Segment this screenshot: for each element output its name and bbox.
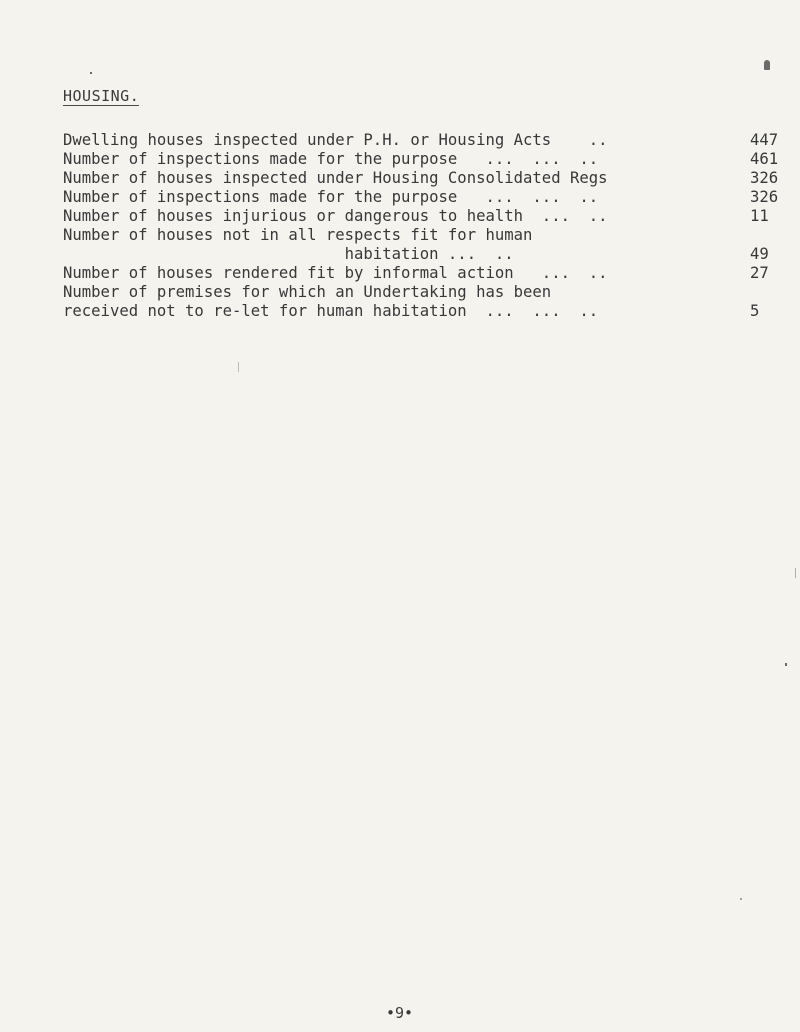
row-not-fit-value-2: 49	[750, 245, 769, 263]
row-not-fit-text: Number of houses not in all respects fit for human	[63, 226, 533, 244]
row-rendered-fit-value: 27	[750, 264, 769, 282]
row-dwelling-houses-inspected-value: 447	[750, 131, 779, 149]
row-injurious-houses-text: Number of houses injurious or dangerous to health ... ..	[63, 207, 617, 225]
scan-speck	[764, 60, 770, 70]
page-number: •9•	[386, 1004, 414, 1022]
row-injurious-houses-value: 11	[750, 207, 769, 225]
scan-speck	[795, 568, 796, 578]
row-inspections-made-regs-text: Number of inspections made for the purpose ... ... ..	[63, 188, 608, 206]
row-undertaking-continuation-text: received not to re-let for human habitation ... ... ..	[63, 302, 608, 320]
section-heading: HOUSING.	[63, 87, 140, 105]
row-dwelling-houses-inspected-text: Dwelling houses inspected under P.H. or Housing Acts ..	[63, 131, 617, 149]
scan-speck	[90, 72, 92, 74]
row-houses-inspected-regs-text: Number of houses inspected under Housing Consolidated Regs	[63, 169, 617, 187]
row-houses-inspected-regs-value: 326	[750, 169, 779, 187]
scan-speck	[238, 362, 239, 372]
scan-speck	[785, 663, 787, 666]
row-undertaking-continuation-value: 5	[750, 302, 760, 320]
row-not-fit-continuation-text: habitation ... ..	[63, 245, 524, 263]
scan-speck	[740, 898, 742, 900]
row-undertaking-text: Number of premises for which an Undertaking has been	[63, 283, 552, 301]
row-inspections-made-value: 461	[750, 150, 779, 168]
row-inspections-made-text: Number of inspections made for the purpose ... ... ..	[63, 150, 608, 168]
row-inspections-made-regs-value: 326	[750, 188, 779, 206]
row-rendered-fit-text: Number of houses rendered fit by informal action ... ..	[63, 264, 617, 282]
